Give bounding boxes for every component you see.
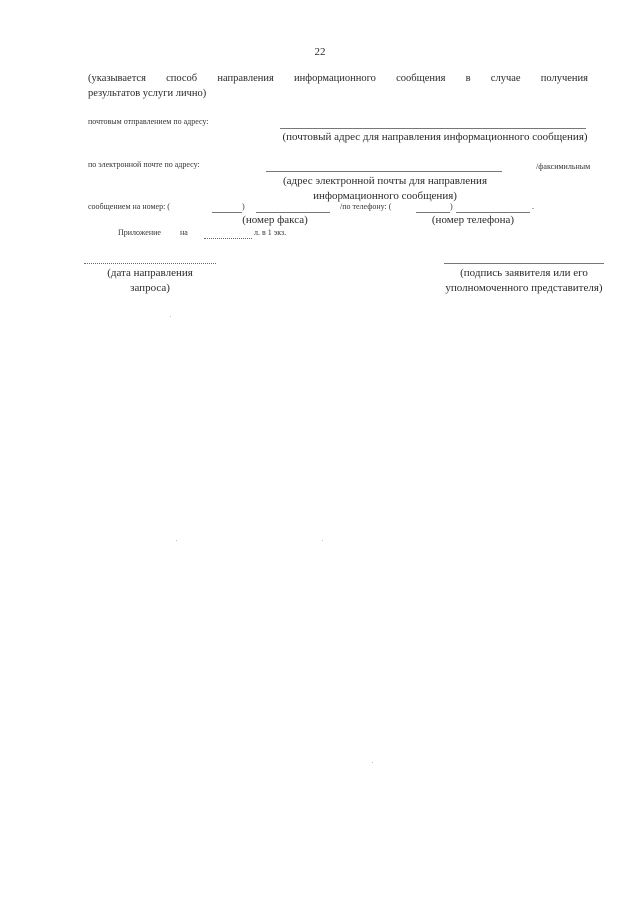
date-caption: (дата направления запроса) (107, 267, 193, 294)
fax-caption: (номер факса) (242, 214, 308, 226)
date-line[interactable] (84, 263, 216, 264)
scan-speck (176, 540, 177, 541)
attachment-on: на (180, 228, 188, 237)
email-caption: (адрес электронной почты для направления информационного сообщения) (283, 175, 487, 202)
email-label: по электронной почте по адресу: (88, 160, 200, 169)
phone-label: /по телефону: ( (340, 202, 392, 211)
email-suffix: /факсимильным (536, 162, 591, 171)
scan-speck (322, 540, 323, 541)
attachment-sheets-line[interactable] (204, 238, 252, 239)
delivery-note-line-1: (указывается способ направления информационного сообщения в случае получения (88, 73, 588, 84)
postal-caption: (почтовый адрес для направления информационного сообщения) (282, 131, 588, 143)
postal-address-line[interactable] (280, 128, 586, 129)
scan-speck (170, 316, 171, 317)
attachment-sheets: л. в 1 экз. (254, 228, 287, 237)
fax-label: сообщением на номер: ( (88, 202, 170, 211)
scan-speck (372, 762, 373, 763)
signature-caption: (подпись заявителя или его уполномоченного представителя) (445, 267, 603, 294)
delivery-note-line-2: результатов услуги лично) (88, 88, 207, 99)
page-number: 22 (314, 46, 326, 58)
signature-line[interactable] (444, 263, 604, 264)
phone-end-dot: . (532, 202, 534, 211)
postal-label: почтовым отправлением по адресу: (88, 117, 209, 126)
email-address-line[interactable] (266, 171, 502, 172)
phone-paren: ) (450, 202, 453, 211)
attachment-label: Приложение (118, 228, 161, 237)
fax-paren: ) (242, 202, 245, 211)
phone-caption: (номер телефона) (431, 214, 515, 226)
